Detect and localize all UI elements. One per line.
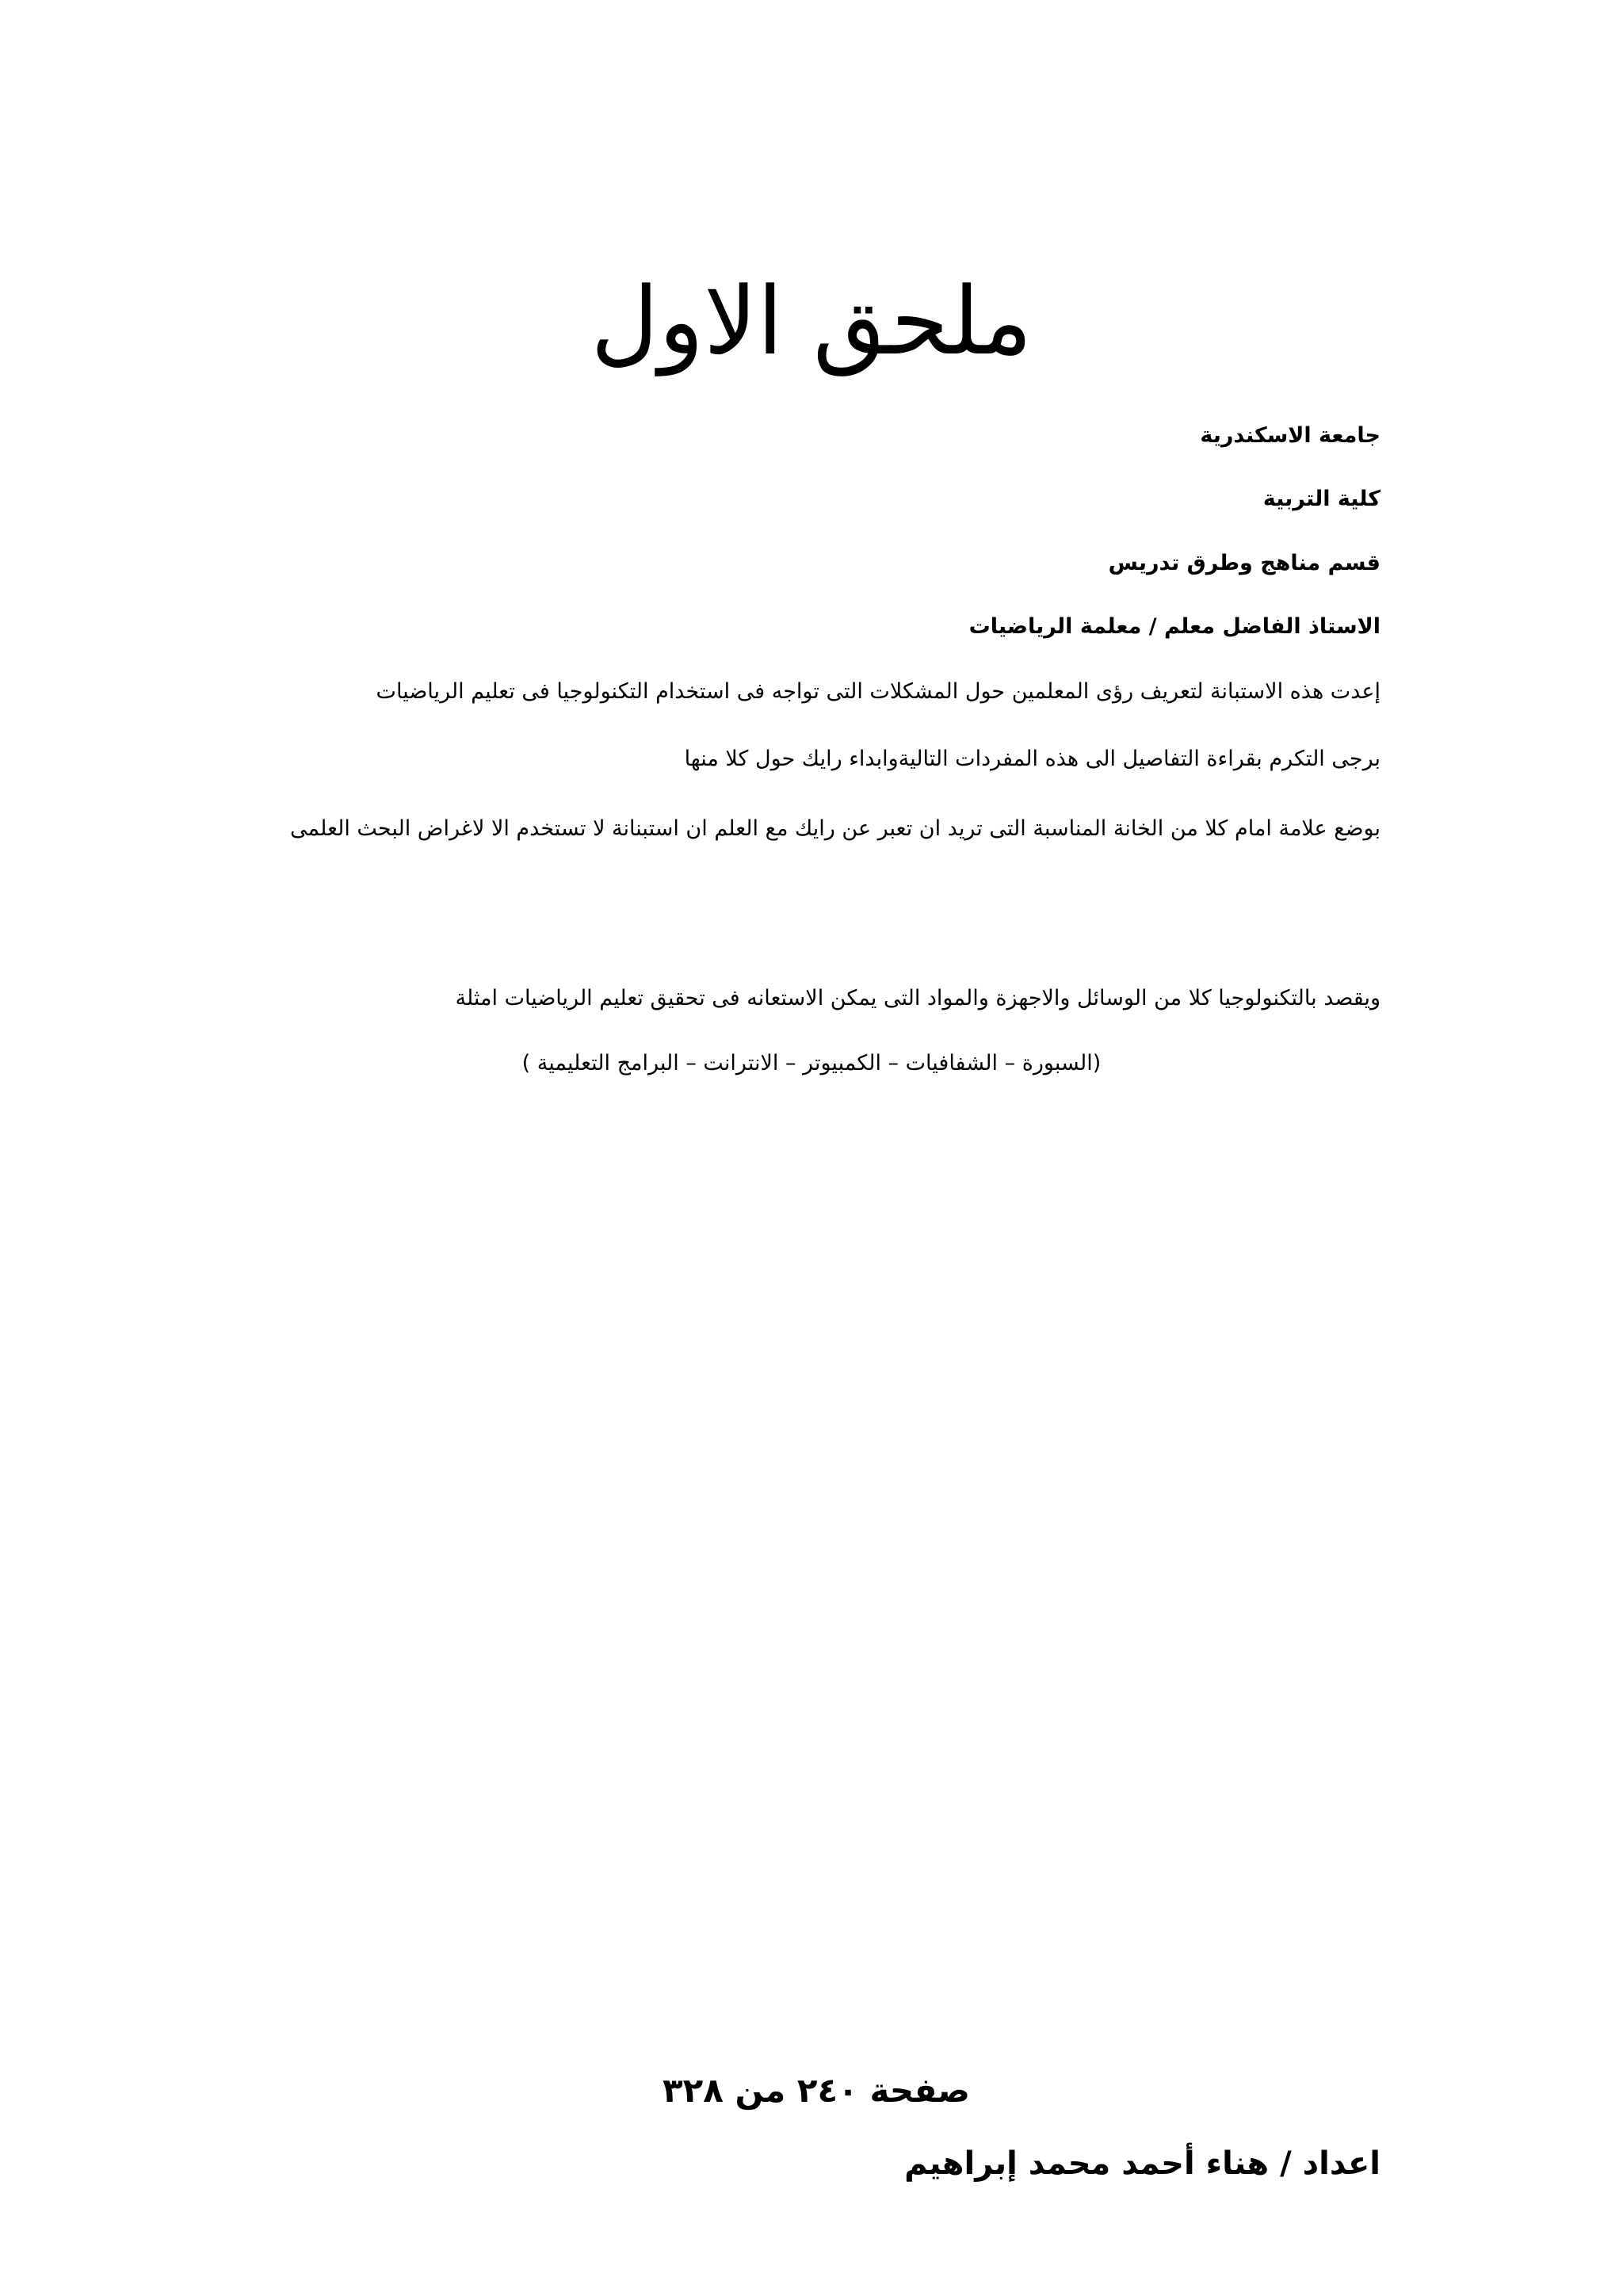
technology-definition: ويقصد بالتكنولوجيا كلا من الوسائل والاجهزة والمواد التى يمكن الاستعانه فى تحقيق تعليم الرياضيات امثلة bbox=[455, 986, 1381, 1010]
faculty-name: كلية التربية bbox=[1262, 487, 1381, 511]
department-name: قسم مناهج وطرق تدريس bbox=[1108, 551, 1381, 575]
technology-examples: (السبورة – الشفافيات – الكمبيوتر – الانترانت – البرامج التعليمية ) bbox=[521, 1051, 1102, 1075]
addressee-line: الاستاذ الفاضل معلم / معلمة الرياضيات bbox=[968, 614, 1381, 639]
intro-paragraph: إعدت هذه الاستبانة لتعريف رؤى المعلمين حول المشكلات التى تواجه فى استخدام التكنولوجيا فى تعليم الرياضيات bbox=[376, 679, 1381, 704]
request-paragraph: برجى التكرم بقراءة التفاصيل الى هذه المفردات التاليةوابداء رايك حول كلا منها bbox=[684, 747, 1381, 771]
university-name: جامعة الاسكندرية bbox=[1200, 423, 1381, 448]
page-number: صفحة ٢٤٠ من ٣٢٨ bbox=[662, 2071, 971, 2110]
instructions-paragraph: بوضع علامة امام كلا من الخانة المناسبة التى تريد ان تعبر عن رايك مع العلم ان استبنانة لا تستخدم الا لاغراض البحث العلمى bbox=[290, 816, 1381, 841]
page-title: ملحق الاول bbox=[590, 266, 1033, 376]
author-credit: اعداد / هناء أحمد محمد إبراهيم bbox=[904, 2145, 1381, 2182]
